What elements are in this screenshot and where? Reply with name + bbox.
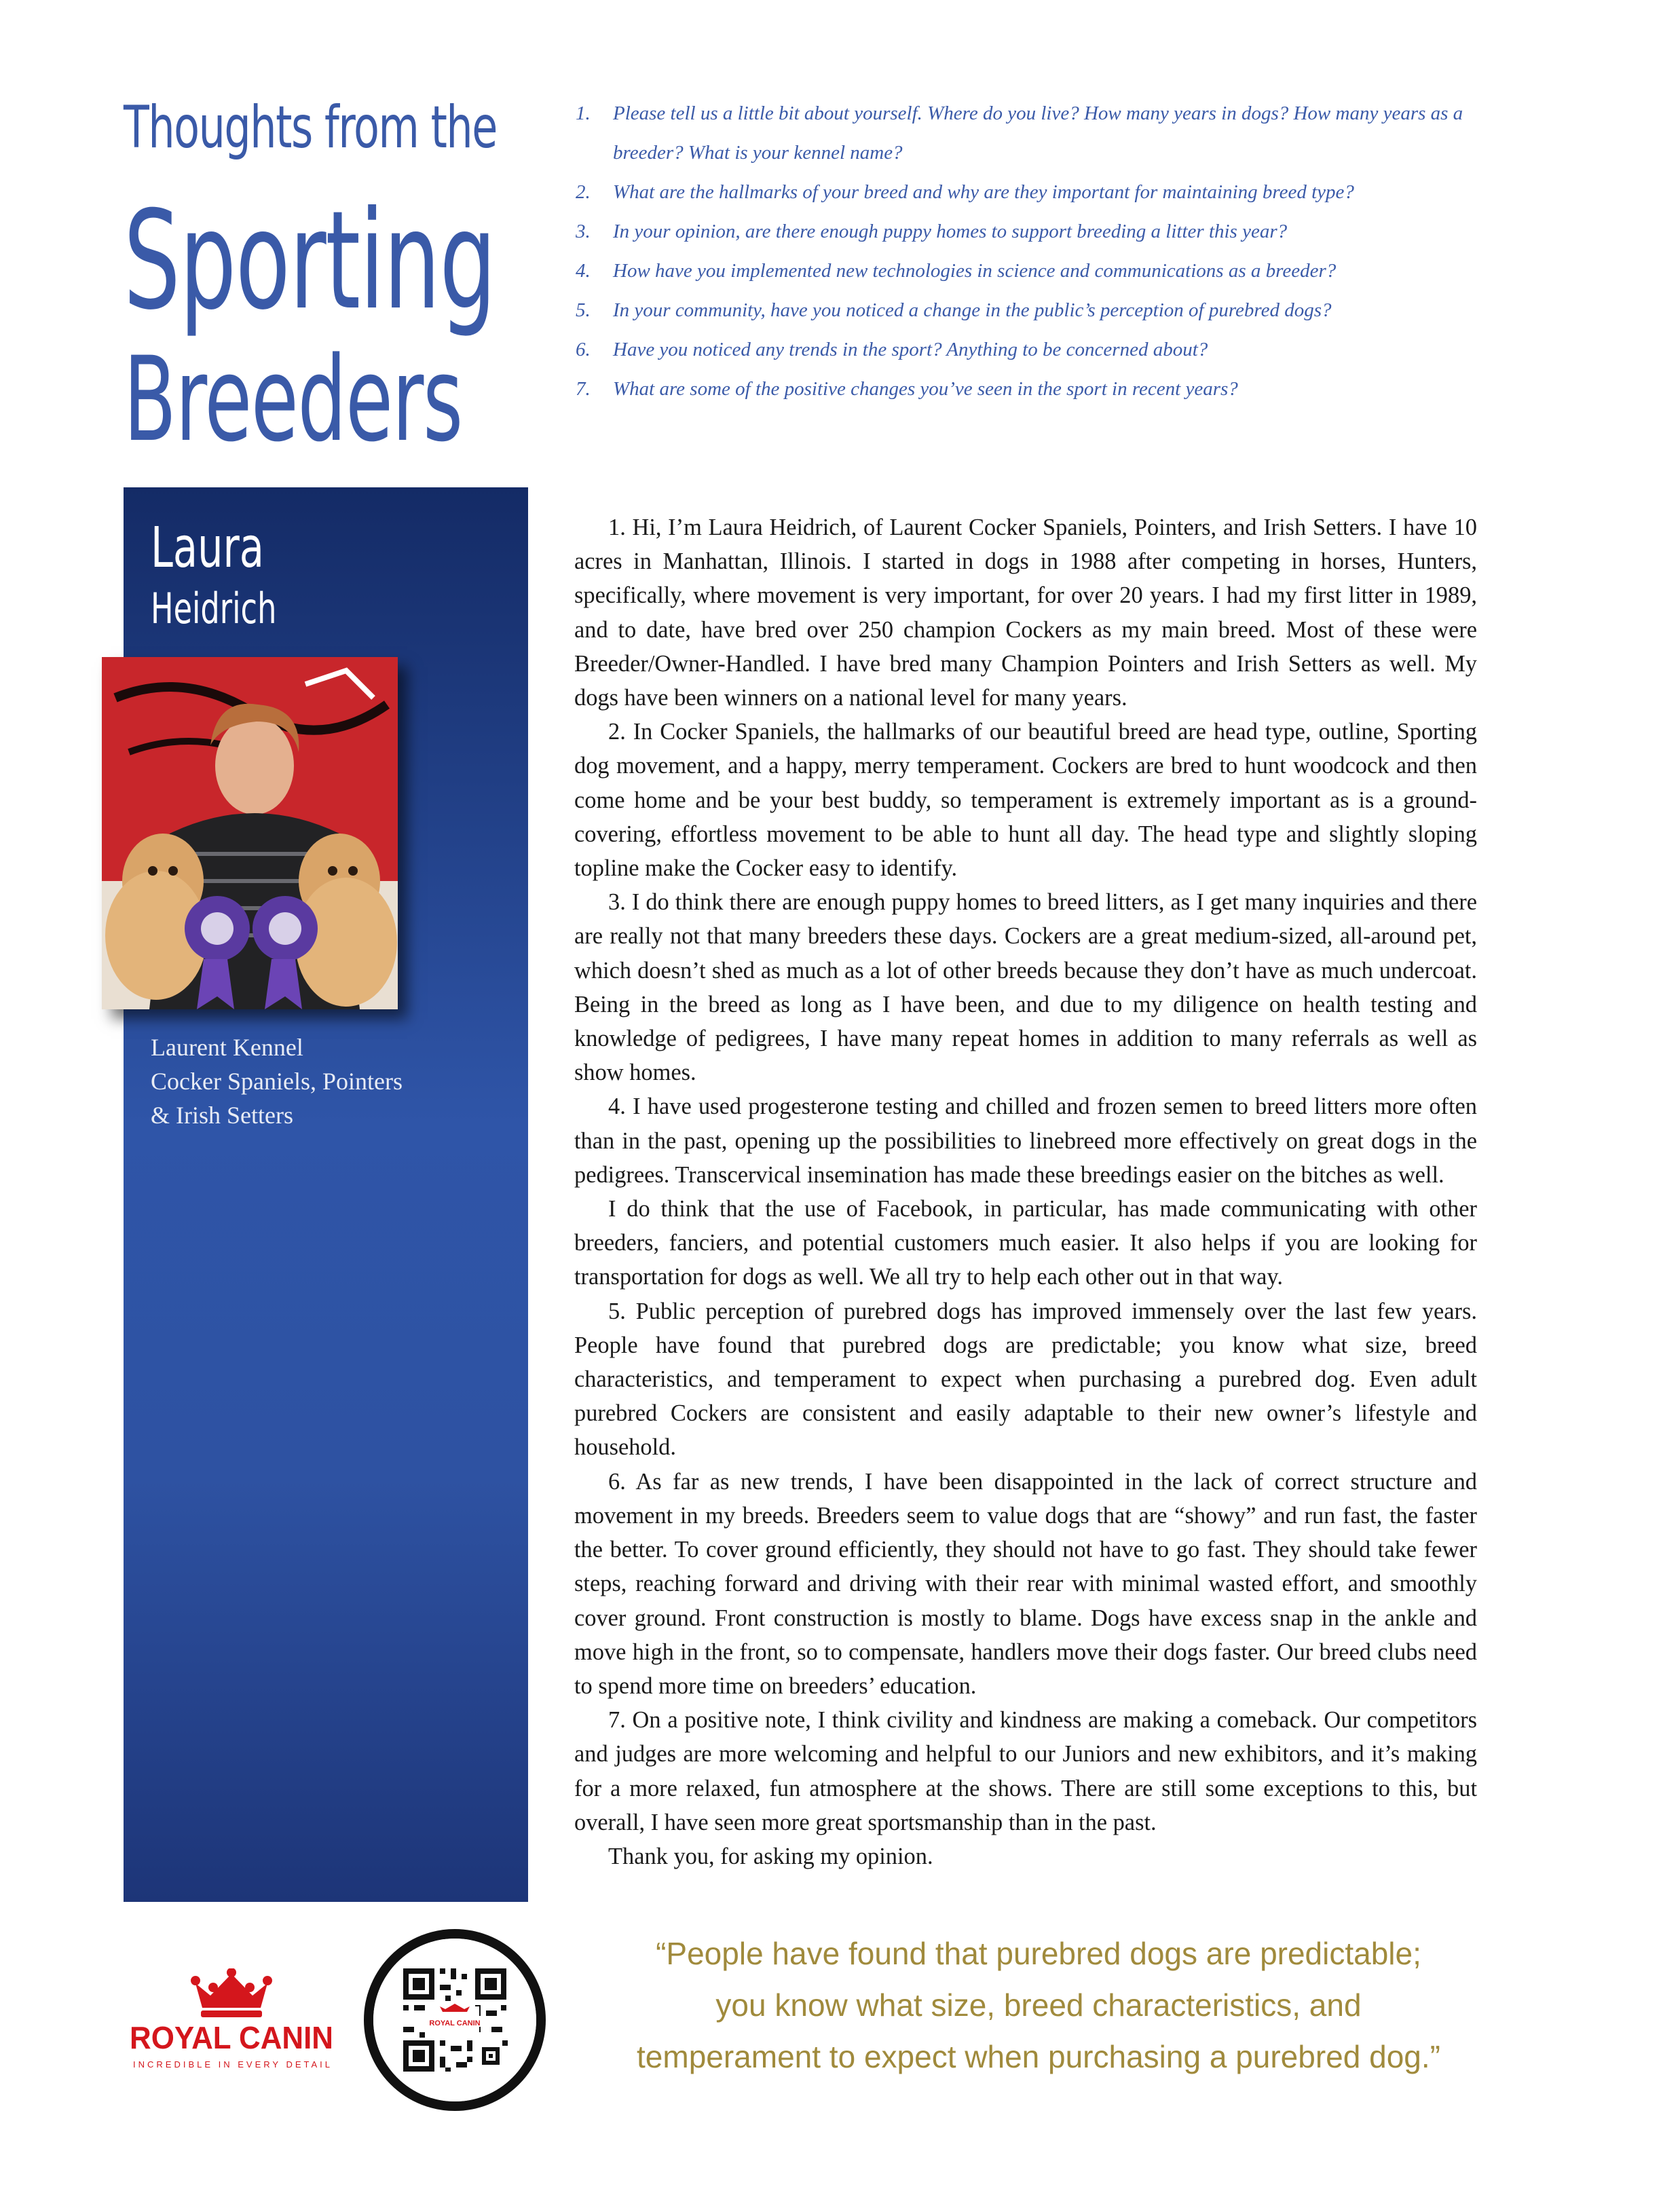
- question-number: 1.: [576, 102, 591, 124]
- breeder-photo: [102, 657, 398, 1009]
- question-item: [576, 172, 1499, 212]
- answer-paragraph: 7. On a positive note, I think civility and kindness are making a comeback. Our competitors and judges are more welcoming and helpful to our Juniors and new exhibitors, and it’s making for a more relaxed, fun atmosphere at the shows. There are still some exceptions to this, but overall, I have seen more great sportsmanship than in the past.: [574, 1707, 1477, 1835]
- title-line-2: Sporting: [124, 182, 496, 340]
- question-text: Please tell us a little bit about yourself. Where do you live? How many years in dogs? How many years as a breeder? What is your kennel name?: [613, 102, 1463, 164]
- article-body: [574, 510, 1477, 1873]
- question-item: [576, 251, 1499, 291]
- question-number: 6.: [576, 339, 591, 360]
- question-text: In your community, have you noticed a change in the public’s perception of purebred dogs?: [613, 299, 1332, 321]
- breeder-last-name: Heidrich: [151, 584, 277, 633]
- question-number: 3.: [576, 221, 591, 242]
- title-line-3: Breeders: [124, 331, 462, 468]
- brand-tagline: INCREDIBLE IN EVERY DETAIL: [133, 2059, 330, 2070]
- question-text: What are the hallmarks of your breed and why are they important for maintaining breed type?: [613, 181, 1354, 203]
- qr-code[interactable]: [364, 1929, 546, 2111]
- answer-paragraph: 5. Public perception of purebred dogs has improved immensely over the last few years. People have found that purebred dogs are predictable; you know what size, breed characteristics, and temperament to expect when purchasing a purebred dog. Even adult purebred Cockers are consistent and easily adaptable to their new owner’s lifestyle and household.: [574, 1298, 1477, 1461]
- pull-quote-line: “People have found that purebred dogs are predictable;: [656, 1936, 1421, 1971]
- pull-quote-line: you know what size, breed characteristics, and: [715, 1987, 1362, 2023]
- breeder-first-name: Laura: [151, 516, 264, 580]
- qr-brand-label: ROYAL CANIN: [429, 2019, 481, 2027]
- question-number: 4.: [576, 260, 591, 282]
- kennel-line: & Irish Setters: [151, 1102, 293, 1129]
- answer-paragraph: 2. In Cocker Spaniels, the hallmarks of our beautiful breed are head type, outline, Sporting dog movement, and a happy, merry temperament. Cockers are bred to hunt woodcock and then come home and be your best buddy, so temperament is extremely important as is a ground-covering, effortless movement to be able to hunt all day. The head type and slightly sloping topline make the Cocker easy to identify.: [574, 719, 1477, 882]
- title-line-1: Thoughts from the: [124, 94, 497, 162]
- question-text: How have you implemented new technologies in science and communications as a breeder?: [613, 260, 1337, 282]
- brand-name: ROYAL CANIN: [130, 2020, 333, 2055]
- answer-paragraph: I do think that the use of Facebook, in particular, has made communicating with other breeders, fanciers, and potential customers much easier. It also helps if you are looking for transportation for dogs as well. We all try to help each other out in that way.: [574, 1196, 1477, 1290]
- question-item: [576, 291, 1499, 330]
- pull-quote: [557, 1928, 1520, 2082]
- answer-paragraph: 1. Hi, I’m Laura Heidrich, of Laurent Cocker Spaniels, Pointers, and Irish Setters. I have 10 acres in Manhattan, Illinois. I started in dogs in 1988 after competing in horses, Hunters, specifically, where movement is very important, for over 20 years. I had my first litter in 1989, and to date, have bred over 250 champion Cockers as my main breed. Most of these were Breeder/Owner-Handled. I have bred many Champion Pointers and Irish Setters as well. My dogs have been winners on a national level for many years.: [574, 514, 1477, 711]
- answer-paragraph: 4. I have used progesterone testing and chilled and frozen semen to breed litters more often than in the past, opening up the possibilities to linebreed more effectively on great dogs in the pedigrees. Transcervical insemination has made these breedings easier on the bitches as well.: [574, 1093, 1477, 1188]
- answer-paragraph: 3. I do think there are enough puppy homes to breed litters, as I get many inquiries and there are really not that many breeders these days. Cockers are a great medium-sized, all-around pet, which doesn’t shed as much as a lot of other breeds because they don’t have as much undercoat. Being in the breed as long as I have been, and due to my diligence on health testing and knowledge of pedigrees, I have many repeat homes in addition to many referrals as well as show homes.: [574, 889, 1477, 1086]
- question-item: [576, 369, 1499, 409]
- question-item: [576, 212, 1499, 251]
- royal-canin-logo: [121, 1968, 342, 2077]
- question-item: [576, 94, 1499, 172]
- question-item: [576, 330, 1499, 369]
- answer-paragraph: 6. As far as new trends, I have been disappointed in the lack of correct structure and movement in my breeds. Breeders seem to value dogs that are “showy” and run fast, the faster the better. To cover ground efficiently, they should not have to go fast. They should take fewer steps, reaching forward and driving with their rear with minimal wasted effort, and smoothly cover ground. Front construction is mostly to blame. Dogs have excess snap in the ankle and move high in the front, so to compensate, handlers move their dogs faster. Our breed clubs need to spend more time on breeders’ education.: [574, 1468, 1477, 1699]
- kennel-line: Laurent Kennel: [151, 1034, 303, 1061]
- questions-list: [576, 94, 1499, 409]
- kennel-info: [151, 1030, 403, 1132]
- question-text: Have you noticed any trends in the sport? Anything to be concerned about?: [613, 339, 1208, 360]
- question-number: 2.: [576, 181, 591, 203]
- answer-paragraph: Thank you, for asking my opinion.: [608, 1843, 933, 1869]
- kennel-line: Cocker Spaniels, Pointers: [151, 1068, 403, 1095]
- question-text: What are some of the positive changes you’ve seen in the sport in recent years?: [613, 378, 1238, 400]
- question-text: In your opinion, are there enough puppy homes to support breeding a litter this year?: [613, 221, 1288, 242]
- pull-quote-line: temperament to expect when purchasing a purebred dog.”: [637, 2039, 1440, 2074]
- question-number: 5.: [576, 299, 591, 321]
- question-number: 7.: [576, 378, 591, 400]
